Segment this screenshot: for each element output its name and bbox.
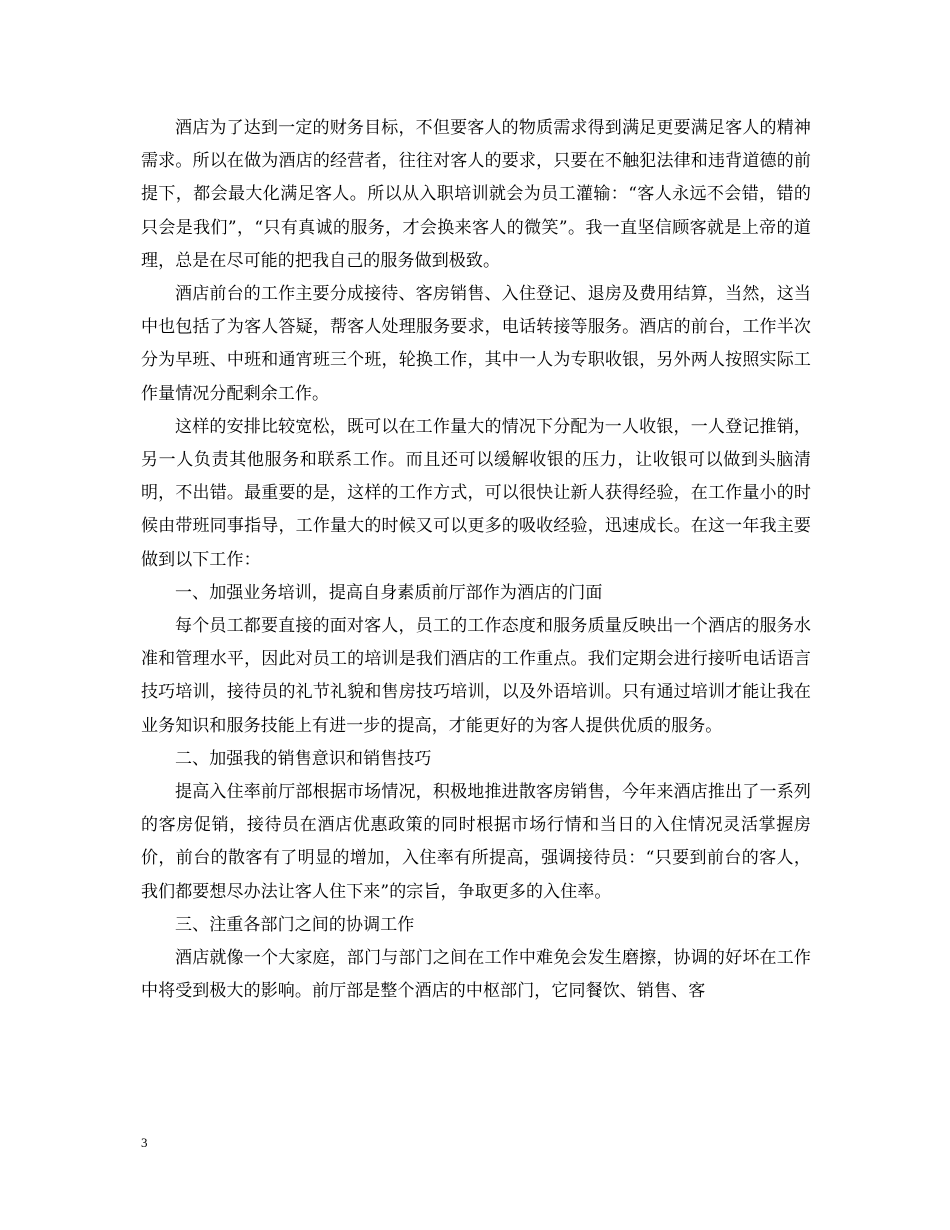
paragraph-2: 酒店前台的工作主要分成接待、客房销售、入住登记、退房及费用结算，当然，这当中也包括了为客人答疑，帮客人处理服务要求，电话转接等服务。酒店的前台，工作半次分为早班、中班和通宵班三个班，轮换工作，其中一人为专职收银，另外两人按照实际工作量情况分配剩余工作。 xyxy=(141,284,811,404)
section-heading-1: 一、加强业务培训，提高自身素质前厅部作为酒店的门面 xyxy=(175,582,603,603)
paragraph-1: 酒店为了达到一定的财务目标，不但要客人的物质需求得到满足更要满足客人的精神需求。所以在做为酒店的经营者，往往对客人的要求，只要在不触犯法律和违背道德的前提下，都会最大化满足客人。所以从入职培训就会为员工灌输：“客人永远不会错，错的只会是我们”，“只有真诚的服务，才会换来客人的微笑”。我一直坚信顾客就是上帝的道理，总是在尽可能的把我自己的服务做到极致。 xyxy=(141,118,811,271)
page-number: 3 xyxy=(141,1135,148,1150)
paragraph-3: 这样的安排比较宽松，既可以在工作量大的情况下分配为一人收银，一人登记推销，另一人负责其他服务和联系工作。而且还可以缓解收银的压力，让收银可以做到头脑清明，不出错。最重要的是，这样的工作方式，可以很快让新人获得经验，在工作量小的时候由带班同事指导，工作量大的时候又可以更多的吸收经验，迅速成长。在这一年我主要做到以下工作： xyxy=(141,416,811,570)
section-heading-2: 二、加强我的销售意识和销售技巧 xyxy=(175,748,432,769)
body-text xyxy=(141,112,811,1008)
section-heading-3: 三、注重各部门之间的协调工作 xyxy=(175,914,415,935)
paragraph-4: 每个员工都要直接的面对客人，员工的工作态度和服务质量反映出一个酒店的服务水准和管理水平，因此对员工的培训是我们酒店的工作重点。我们定期会进行接听电话语言技巧培训，接待员的礼节礼貌和售房技巧培训，以及外语培训。只有通过培训才能让我在业务知识和服务技能上有进一步的提高，才能更好的为客人提供优质的服务。 xyxy=(141,616,811,736)
paragraph-5: 提高入住率前厅部根据市场情况，积极地推进散客房销售，今年来酒店推出了一系列的客房促销，接待员在酒店优惠政策的同时根据市场行情和当日的入住情况灵活掌握房价，前台的散客有了明显的增加，入住率有所提高，强调接待员：“只要到前台的客人，我们都要想尽办法让客人住下来”的宗旨，争取更多的入住率。 xyxy=(141,782,811,902)
paragraph-6: 酒店就像一个大家庭，部门与部门之间在工作中难免会发生磨擦，协调的好坏在工作中将受到极大的影响。前厅部是整个酒店的中枢部门，它同餐饮、销售、客 xyxy=(141,948,811,1002)
